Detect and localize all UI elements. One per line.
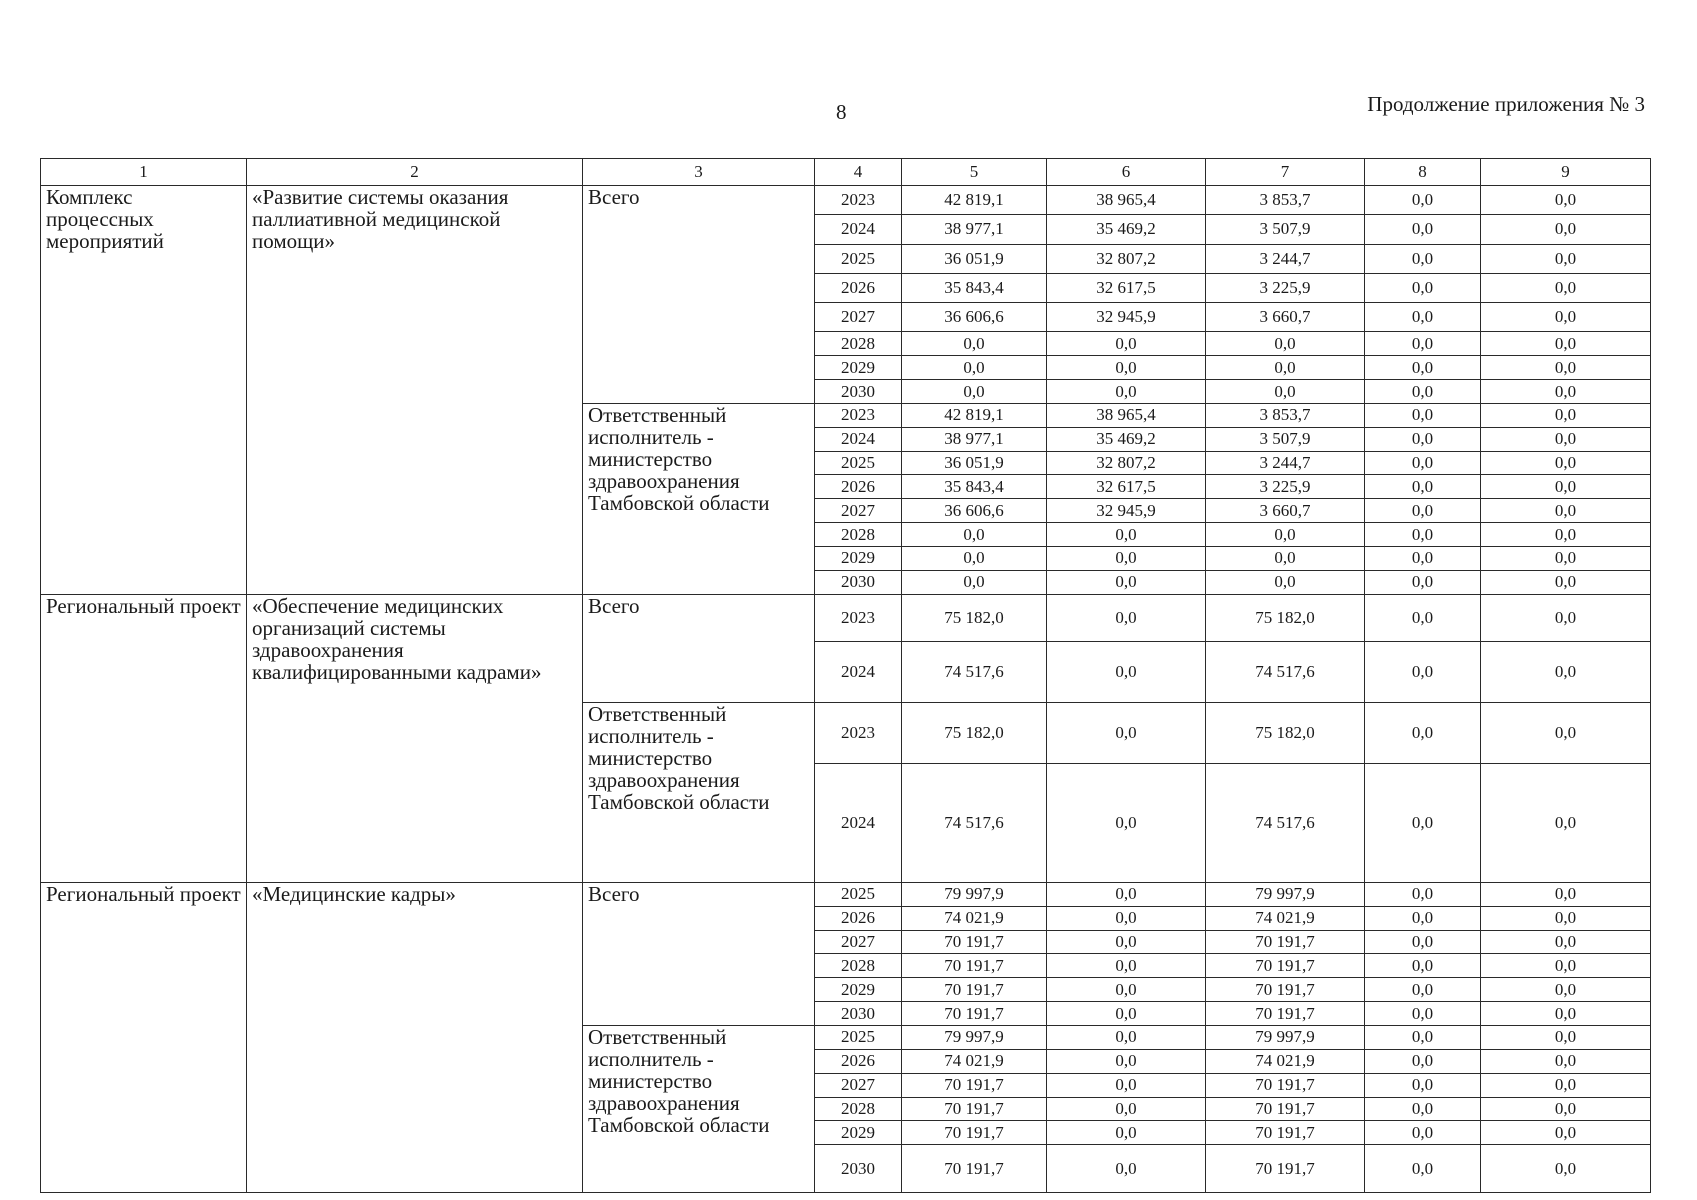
funding-source-cell: Всего	[583, 882, 815, 1025]
value-cell-col9: 0,0	[1481, 642, 1651, 703]
value-cell-col6: 0,0	[1047, 332, 1206, 356]
value-cell-col6: 32 807,2	[1047, 451, 1206, 475]
header-col-4: 4	[815, 159, 902, 186]
year-cell: 2030	[815, 570, 902, 594]
value-cell-col6: 32 617,5	[1047, 475, 1206, 499]
value-cell-col9: 0,0	[1481, 570, 1651, 594]
value-cell-col7: 3 660,7	[1206, 499, 1365, 523]
year-cell: 2026	[815, 273, 902, 302]
year-cell: 2026	[815, 1049, 902, 1073]
value-cell-col9: 0,0	[1481, 215, 1651, 244]
value-cell-col7: 3 225,9	[1206, 475, 1365, 499]
year-cell: 2029	[815, 546, 902, 570]
value-cell-col5: 0,0	[902, 380, 1047, 404]
value-cell-col9: 0,0	[1481, 332, 1651, 356]
value-cell-col6: 0,0	[1047, 523, 1206, 547]
value-cell-col5: 75 182,0	[902, 702, 1047, 763]
value-cell-col5: 0,0	[902, 332, 1047, 356]
page-number: 8	[836, 100, 847, 124]
value-cell-col8: 0,0	[1365, 303, 1481, 332]
value-cell-col5: 75 182,0	[902, 594, 1047, 642]
value-cell-col7: 74 021,9	[1206, 906, 1365, 930]
year-cell: 2028	[815, 1097, 902, 1121]
value-cell-col9: 0,0	[1481, 303, 1651, 332]
value-cell-col8: 0,0	[1365, 475, 1481, 499]
value-cell-col9: 0,0	[1481, 763, 1651, 882]
value-cell-col9: 0,0	[1481, 930, 1651, 954]
value-cell-col9: 0,0	[1481, 499, 1651, 523]
value-cell-col8: 0,0	[1365, 882, 1481, 906]
value-cell-col8: 0,0	[1365, 930, 1481, 954]
header-row	[41, 159, 1651, 186]
value-cell-col5: 0,0	[902, 570, 1047, 594]
value-cell-col6: 0,0	[1047, 954, 1206, 978]
value-cell-col6: 0,0	[1047, 882, 1206, 906]
value-cell-col5: 36 051,9	[902, 244, 1047, 273]
table-row	[41, 594, 1651, 642]
value-cell-col5: 70 191,7	[902, 1121, 1047, 1145]
year-cell: 2030	[815, 1145, 902, 1193]
value-cell-col9: 0,0	[1481, 380, 1651, 404]
value-cell-col8: 0,0	[1365, 1121, 1481, 1145]
value-cell-col8: 0,0	[1365, 1049, 1481, 1073]
value-cell-col7: 74 517,6	[1206, 763, 1365, 882]
value-cell-col5: 35 843,4	[902, 475, 1047, 499]
value-cell-col6: 0,0	[1047, 570, 1206, 594]
value-cell-col6: 0,0	[1047, 1002, 1206, 1026]
value-cell-col7: 0,0	[1206, 356, 1365, 380]
year-cell: 2028	[815, 523, 902, 547]
value-cell-col7: 74 517,6	[1206, 642, 1365, 703]
value-cell-col5: 70 191,7	[902, 1073, 1047, 1097]
value-cell-col6: 0,0	[1047, 763, 1206, 882]
value-cell-col9: 0,0	[1481, 244, 1651, 273]
budget-table	[40, 158, 1651, 1193]
value-cell-col5: 70 191,7	[902, 1145, 1047, 1193]
value-cell-col7: 3 507,9	[1206, 215, 1365, 244]
year-cell: 2027	[815, 499, 902, 523]
year-cell: 2027	[815, 1073, 902, 1097]
value-cell-col7: 70 191,7	[1206, 978, 1365, 1002]
value-cell-col8: 0,0	[1365, 906, 1481, 930]
value-cell-col9: 0,0	[1481, 978, 1651, 1002]
value-cell-col7: 79 997,9	[1206, 882, 1365, 906]
year-cell: 2025	[815, 451, 902, 475]
value-cell-col5: 36 606,6	[902, 499, 1047, 523]
year-cell: 2030	[815, 380, 902, 404]
header-col-6: 6	[1047, 159, 1206, 186]
value-cell-col7: 70 191,7	[1206, 1121, 1365, 1145]
value-cell-col6: 0,0	[1047, 380, 1206, 404]
activity-name-cell: «Медицинские кадры»	[247, 882, 583, 1192]
value-cell-col8: 0,0	[1365, 523, 1481, 547]
value-cell-col9: 0,0	[1481, 403, 1651, 427]
value-cell-col5: 74 517,6	[902, 642, 1047, 703]
value-cell-col7: 70 191,7	[1206, 1097, 1365, 1121]
activity-type-cell: Региональный проект	[41, 882, 247, 1192]
value-cell-col7: 70 191,7	[1206, 954, 1365, 978]
year-cell: 2029	[815, 356, 902, 380]
value-cell-col7: 70 191,7	[1206, 930, 1365, 954]
value-cell-col6: 0,0	[1047, 906, 1206, 930]
value-cell-col6: 0,0	[1047, 1073, 1206, 1097]
value-cell-col8: 0,0	[1365, 978, 1481, 1002]
value-cell-col8: 0,0	[1365, 954, 1481, 978]
value-cell-col5: 0,0	[902, 546, 1047, 570]
value-cell-col9: 0,0	[1481, 1002, 1651, 1026]
value-cell-col9: 0,0	[1481, 273, 1651, 302]
value-cell-col6: 38 965,4	[1047, 186, 1206, 215]
activity-name-cell: «Развитие системы оказания паллиативной медицинской помощи»	[247, 186, 583, 595]
activity-name-cell: «Обеспечение медицинских организаций системы здравоохранения квалифицированными кадрами»	[247, 594, 583, 882]
value-cell-col8: 0,0	[1365, 1145, 1481, 1193]
table-body	[41, 186, 1651, 1193]
value-cell-col9: 0,0	[1481, 954, 1651, 978]
value-cell-col7: 3 244,7	[1206, 451, 1365, 475]
value-cell-col8: 0,0	[1365, 186, 1481, 215]
year-cell: 2027	[815, 303, 902, 332]
value-cell-col5: 35 843,4	[902, 273, 1047, 302]
year-cell: 2023	[815, 702, 902, 763]
header-col-1: 1	[41, 159, 247, 186]
year-cell: 2026	[815, 906, 902, 930]
value-cell-col8: 0,0	[1365, 1097, 1481, 1121]
year-cell: 2027	[815, 930, 902, 954]
year-cell: 2028	[815, 954, 902, 978]
header-col-9: 9	[1481, 159, 1651, 186]
value-cell-col9: 0,0	[1481, 356, 1651, 380]
value-cell-col5: 79 997,9	[902, 1025, 1047, 1049]
value-cell-col9: 0,0	[1481, 427, 1651, 451]
value-cell-col6: 32 945,9	[1047, 499, 1206, 523]
value-cell-col5: 70 191,7	[902, 1097, 1047, 1121]
value-cell-col8: 0,0	[1365, 763, 1481, 882]
year-cell: 2025	[815, 1025, 902, 1049]
value-cell-col8: 0,0	[1365, 451, 1481, 475]
value-cell-col8: 0,0	[1365, 244, 1481, 273]
value-cell-col8: 0,0	[1365, 594, 1481, 642]
value-cell-col5: 74 021,9	[902, 906, 1047, 930]
value-cell-col8: 0,0	[1365, 273, 1481, 302]
value-cell-col6: 38 965,4	[1047, 403, 1206, 427]
funding-source-cell: Ответственный исполнитель - министерство здравоохранения Тамбовской области	[583, 1025, 815, 1192]
value-cell-col6: 0,0	[1047, 1121, 1206, 1145]
value-cell-col7: 79 997,9	[1206, 1025, 1365, 1049]
year-cell: 2026	[815, 475, 902, 499]
value-cell-col8: 0,0	[1365, 380, 1481, 404]
value-cell-col5: 36 051,9	[902, 451, 1047, 475]
year-cell: 2023	[815, 186, 902, 215]
value-cell-col5: 0,0	[902, 356, 1047, 380]
value-cell-col6: 0,0	[1047, 642, 1206, 703]
header-col-3: 3	[583, 159, 815, 186]
value-cell-col7: 75 182,0	[1206, 702, 1365, 763]
value-cell-col6: 0,0	[1047, 930, 1206, 954]
value-cell-col6: 0,0	[1047, 1025, 1206, 1049]
value-cell-col6: 32 807,2	[1047, 244, 1206, 273]
year-cell: 2028	[815, 332, 902, 356]
value-cell-col5: 74 517,6	[902, 763, 1047, 882]
value-cell-col8: 0,0	[1365, 1002, 1481, 1026]
year-cell: 2029	[815, 978, 902, 1002]
header-col-5: 5	[902, 159, 1047, 186]
value-cell-col6: 0,0	[1047, 356, 1206, 380]
value-cell-col7: 3 507,9	[1206, 427, 1365, 451]
value-cell-col7: 3 853,7	[1206, 186, 1365, 215]
funding-source-cell: Ответственный исполнитель - министерство здравоохранения Тамбовской области	[583, 403, 815, 594]
value-cell-col6: 0,0	[1047, 1049, 1206, 1073]
year-cell: 2024	[815, 642, 902, 703]
value-cell-col8: 0,0	[1365, 570, 1481, 594]
table-row	[41, 186, 1651, 215]
value-cell-col9: 0,0	[1481, 186, 1651, 215]
value-cell-col9: 0,0	[1481, 1097, 1651, 1121]
value-cell-col7: 0,0	[1206, 570, 1365, 594]
year-cell: 2029	[815, 1121, 902, 1145]
value-cell-col8: 0,0	[1365, 427, 1481, 451]
value-cell-col5: 79 997,9	[902, 882, 1047, 906]
value-cell-col9: 0,0	[1481, 1145, 1651, 1193]
value-cell-col7: 3 225,9	[1206, 273, 1365, 302]
year-cell: 2023	[815, 403, 902, 427]
header-col-2: 2	[247, 159, 583, 186]
value-cell-col6: 0,0	[1047, 978, 1206, 1002]
value-cell-col6: 35 469,2	[1047, 427, 1206, 451]
value-cell-col7: 0,0	[1206, 523, 1365, 547]
value-cell-col5: 70 191,7	[902, 978, 1047, 1002]
value-cell-col6: 32 945,9	[1047, 303, 1206, 332]
value-cell-col9: 0,0	[1481, 1121, 1651, 1145]
value-cell-col8: 0,0	[1365, 702, 1481, 763]
value-cell-col6: 35 469,2	[1047, 215, 1206, 244]
value-cell-col9: 0,0	[1481, 475, 1651, 499]
value-cell-col7: 74 021,9	[1206, 1049, 1365, 1073]
year-cell: 2025	[815, 244, 902, 273]
annex-continuation-label: Продолжение приложения № 3	[1367, 92, 1645, 116]
value-cell-col8: 0,0	[1365, 1073, 1481, 1097]
table-row	[41, 882, 1651, 906]
value-cell-col8: 0,0	[1365, 403, 1481, 427]
value-cell-col8: 0,0	[1365, 499, 1481, 523]
value-cell-col8: 0,0	[1365, 215, 1481, 244]
year-cell: 2024	[815, 427, 902, 451]
activity-type-cell: Региональный проект	[41, 594, 247, 882]
year-cell: 2023	[815, 594, 902, 642]
year-cell: 2025	[815, 882, 902, 906]
value-cell-col8: 0,0	[1365, 332, 1481, 356]
funding-source-cell: Всего	[583, 594, 815, 702]
value-cell-col7: 0,0	[1206, 332, 1365, 356]
value-cell-col7: 3 244,7	[1206, 244, 1365, 273]
value-cell-col9: 0,0	[1481, 906, 1651, 930]
value-cell-col7: 75 182,0	[1206, 594, 1365, 642]
value-cell-col7: 0,0	[1206, 380, 1365, 404]
value-cell-col7: 3 660,7	[1206, 303, 1365, 332]
value-cell-col5: 70 191,7	[902, 954, 1047, 978]
value-cell-col6: 0,0	[1047, 702, 1206, 763]
value-cell-col9: 0,0	[1481, 451, 1651, 475]
value-cell-col6: 0,0	[1047, 1097, 1206, 1121]
value-cell-col5: 38 977,1	[902, 427, 1047, 451]
header-col-7: 7	[1206, 159, 1365, 186]
value-cell-col6: 0,0	[1047, 546, 1206, 570]
value-cell-col8: 0,0	[1365, 1025, 1481, 1049]
value-cell-col9: 0,0	[1481, 546, 1651, 570]
year-cell: 2030	[815, 1002, 902, 1026]
value-cell-col9: 0,0	[1481, 594, 1651, 642]
value-cell-col9: 0,0	[1481, 523, 1651, 547]
value-cell-col5: 74 021,9	[902, 1049, 1047, 1073]
value-cell-col8: 0,0	[1365, 546, 1481, 570]
year-cell: 2024	[815, 215, 902, 244]
value-cell-col8: 0,0	[1365, 356, 1481, 380]
activity-type-cell: Комплекс процессных мероприятий	[41, 186, 247, 595]
value-cell-col6: 0,0	[1047, 1145, 1206, 1193]
value-cell-col7: 0,0	[1206, 546, 1365, 570]
value-cell-col6: 32 617,5	[1047, 273, 1206, 302]
value-cell-col5: 70 191,7	[902, 930, 1047, 954]
value-cell-col9: 0,0	[1481, 882, 1651, 906]
value-cell-col9: 0,0	[1481, 1073, 1651, 1097]
funding-source-cell: Всего	[583, 186, 815, 404]
value-cell-col7: 70 191,7	[1206, 1145, 1365, 1193]
value-cell-col5: 42 819,1	[902, 186, 1047, 215]
value-cell-col8: 0,0	[1365, 642, 1481, 703]
value-cell-col6: 0,0	[1047, 594, 1206, 642]
value-cell-col7: 70 191,7	[1206, 1002, 1365, 1026]
value-cell-col9: 0,0	[1481, 1025, 1651, 1049]
value-cell-col9: 0,0	[1481, 702, 1651, 763]
value-cell-col5: 38 977,1	[902, 215, 1047, 244]
value-cell-col5: 70 191,7	[902, 1002, 1047, 1026]
header-col-8: 8	[1365, 159, 1481, 186]
funding-source-cell: Ответственный исполнитель - министерство здравоохранения Тамбовской области	[583, 702, 815, 882]
value-cell-col5: 36 606,6	[902, 303, 1047, 332]
year-cell: 2024	[815, 763, 902, 882]
value-cell-col7: 70 191,7	[1206, 1073, 1365, 1097]
value-cell-col9: 0,0	[1481, 1049, 1651, 1073]
value-cell-col5: 42 819,1	[902, 403, 1047, 427]
value-cell-col5: 0,0	[902, 523, 1047, 547]
value-cell-col7: 3 853,7	[1206, 403, 1365, 427]
